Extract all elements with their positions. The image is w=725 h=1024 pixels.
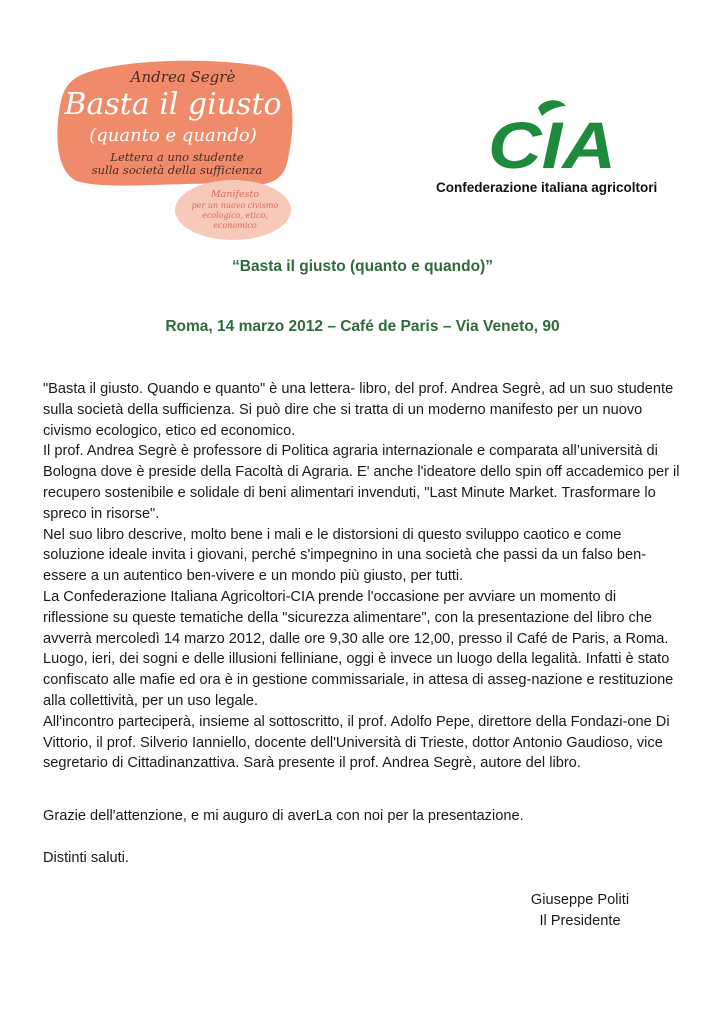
book-title-sub: (quanto e quando) [89, 125, 257, 146]
book-cover-image [55, 58, 305, 240]
book-title: Basta il giusto [64, 87, 282, 122]
paragraph: "Basta il giusto. Quando e quanto" è una lettera- libro, del prof. Andrea Segrè, ad un suo studente sulla società della sufficienza. Si può dire che si tratta di un moderno manifesto per un nuovo civismo ecologico, etico ed economico. [43, 381, 674, 439]
cia-logo-mark [486, 100, 621, 175]
book-subtitle-2: sulla società della sufficienza [91, 163, 263, 177]
book-author: Andrea Segrè [130, 68, 236, 86]
book-subtitle-1: Lettera a uno studente [110, 150, 244, 164]
signature-role: Il Presidente [539, 913, 621, 929]
signature-block [520, 890, 640, 932]
book-manifesto-2: per un nuovo civismo [191, 201, 279, 210]
closing-line: Grazie dell'attenzione, e mi auguro di averLa con noi per la presentazione. [43, 808, 524, 824]
event-details: Roma, 14 marzo 2012 – Café de Paris – Via Veneto, 90 [165, 318, 560, 335]
paragraph: La Confederazione Italiana Agricoltori-CIA prende l'occasione per avviare un momento di riflessione su queste tematiche della "sicurezza alimentare", con la presentazione del libro che avverrà mercoledì 14 marzo 2012, dalle ore 9,30 alle ore 12,00, presso il Café de Paris, a Roma. Luogo, ieri, dei sogni e delle illusioni felliniane, oggi è invece un luogo della legalità. Infatti è stato confiscato alle mafie ed ora è in gestione commissariale, in attesa di asseg-nazione e restituzione alla collettività, per un uso legale. [43, 588, 674, 709]
paragraph: Il prof. Andrea Segrè è professore di Politica agraria internazionale e comparata all’università di Bologna dove è preside della Facoltà di Agraria. E' anche l'ideatore dello spin off accademico per il recupero sostenibile e solidale di beni alimentari invenduti, "Last Minute Market. Trasformare lo spreco in risorse". [43, 443, 680, 522]
book-cover-svg [55, 58, 305, 240]
paragraph: Nel suo libro descrive, molto bene i mali e le distorsioni di questo sviluppo caotico e come soluzione ideale invita i giovani, perché s'impegnino in una società che passi da un falso ben-essere a un autentico ben-vivere e un mondo più giusto, per tutti. [43, 526, 647, 585]
book-manifesto-3: ecologico, etico, [202, 211, 268, 220]
cia-logo-caption: Confederazione italiana agricoltori [436, 180, 658, 195]
document-title: “Basta il giusto (quanto e quando)” [232, 258, 493, 275]
book-manifesto-4: economico [213, 221, 257, 230]
book-manifesto-1: Manifesto [210, 189, 260, 200]
paragraph: All'incontro parteciperà, insieme al sottoscritto, il prof. Adolfo Pepe, direttore della Fondazi-one Di Vittorio, il prof. Silverio Ianniello, docente dell'Università di Trieste, dottor Antonio Gaudioso, vice segretario di Cittadinanzattiva. Sarà presente il prof. Andrea Segrè, autore del libro. [43, 713, 670, 772]
letter-body [43, 379, 685, 774]
cia-logo [436, 100, 666, 200]
signature-name: Giuseppe Politi [530, 892, 630, 908]
cia-logo-text: CIA [488, 108, 616, 175]
salutation: Distinti saluti. [43, 850, 129, 866]
